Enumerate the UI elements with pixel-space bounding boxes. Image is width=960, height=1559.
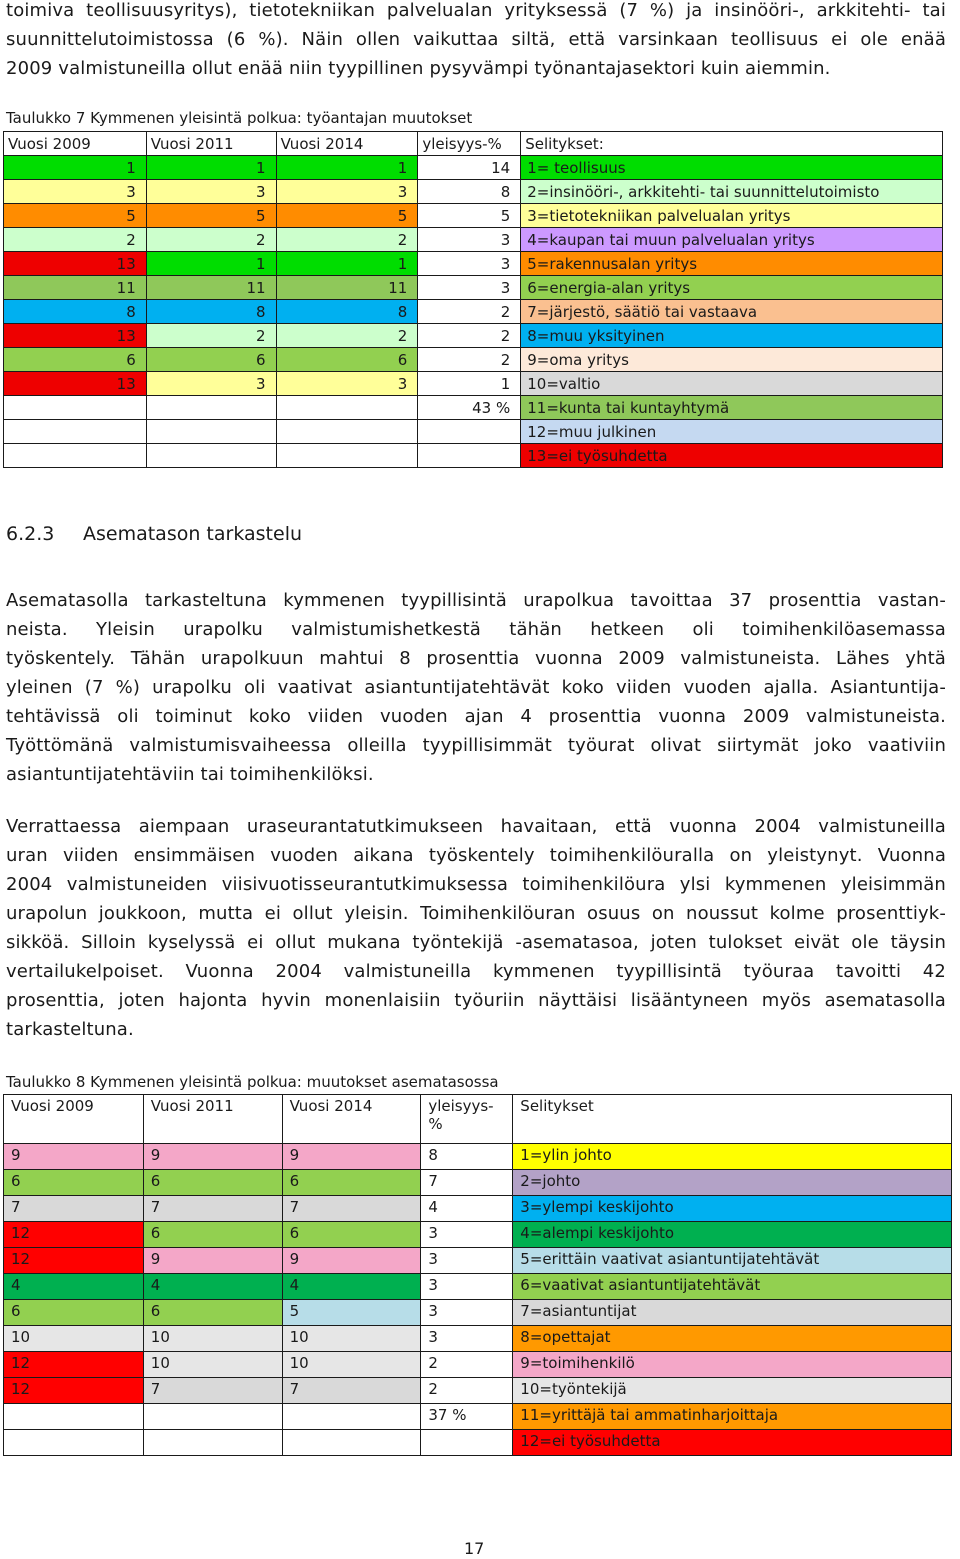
code-cell: 11 bbox=[4, 276, 147, 300]
table-row bbox=[4, 324, 943, 348]
code-cell: 12 bbox=[4, 1248, 144, 1274]
code-cell: 12 bbox=[4, 1378, 144, 1404]
section-title: Asematason tarkastelu bbox=[83, 523, 303, 545]
code-cell: 13 bbox=[4, 324, 147, 348]
code-cell: 5 bbox=[146, 204, 276, 228]
code-cell: 12 bbox=[4, 1222, 144, 1248]
legend-cell: 4=kaupan tai muun palvelualan yritys bbox=[521, 228, 943, 252]
code-cell: 6 bbox=[143, 1222, 282, 1248]
intro-line: toimiva teollisuusyritys), tietotekniikan palvelualan yrityksessä (7 %) ja insinööri-, arkkitehti- tai bbox=[6, 0, 946, 21]
code-cell: 7 bbox=[282, 1378, 421, 1404]
frequency-cell: 2 bbox=[418, 324, 521, 348]
code-cell: 9 bbox=[4, 1144, 144, 1170]
intro-paragraph bbox=[6, 0, 946, 83]
code-cell: 3 bbox=[276, 372, 418, 396]
code-cell: 5 bbox=[282, 1300, 421, 1326]
frequency-cell: 4 bbox=[421, 1196, 513, 1222]
code-cell bbox=[4, 396, 147, 420]
legend-cell: 11=yrittäjä tai ammatinharjoittaja bbox=[513, 1404, 952, 1430]
legend-cell: 11=kunta tai kuntayhtymä bbox=[521, 396, 943, 420]
code-cell bbox=[4, 444, 147, 468]
table-row bbox=[4, 1404, 952, 1430]
code-cell: 6 bbox=[146, 348, 276, 372]
code-cell: 1 bbox=[146, 252, 276, 276]
frequency-cell: 37 % bbox=[421, 1404, 513, 1430]
frequency-cell: 1 bbox=[418, 372, 521, 396]
table7-caption: Taulukko 7 Kymmenen yleisintä polkua: työantajan muutokset bbox=[6, 109, 473, 127]
body-line: sikköä. Silloin kyselyssä ei ollut mukana työntekijä -asematasoa, joten tulokset eivät ole täysin bbox=[6, 932, 946, 953]
code-cell: 1 bbox=[276, 252, 418, 276]
legend-cell: 3=tietotekniikan palvelualan yritys bbox=[521, 204, 943, 228]
legend-cell: 10=valtio bbox=[521, 372, 943, 396]
table-row bbox=[4, 1378, 952, 1404]
code-cell: 3 bbox=[4, 180, 147, 204]
code-cell: 3 bbox=[276, 180, 418, 204]
code-cell: 10 bbox=[143, 1326, 282, 1352]
body-line: asiantuntijatehtäviin tai toimihenkilöksi. bbox=[6, 764, 374, 785]
code-cell: 13 bbox=[4, 252, 147, 276]
code-cell: 4 bbox=[4, 1274, 144, 1300]
legend-cell: 5=rakennusalan yritys bbox=[521, 252, 943, 276]
code-cell: 6 bbox=[4, 1300, 144, 1326]
table-row bbox=[4, 1196, 952, 1222]
column-header: yleisyys- % bbox=[421, 1095, 513, 1144]
frequency-cell: 3 bbox=[418, 252, 521, 276]
code-cell: 9 bbox=[143, 1144, 282, 1170]
code-cell: 10 bbox=[4, 1326, 144, 1352]
code-cell bbox=[276, 444, 418, 468]
intro-line: 2009 valmistuneilla ollut enää niin tyypillinen pysyvämpi työnantajasektori kuin aiemmin. bbox=[6, 58, 831, 79]
code-cell: 2 bbox=[4, 228, 147, 252]
code-cell: 3 bbox=[146, 180, 276, 204]
body-line: tehtävissä oli toiminut koko viiden vuoden ajan 4 prosenttia vuonna 2009 valmistuneista. bbox=[6, 706, 946, 727]
page-number: 17 bbox=[464, 1539, 485, 1558]
code-cell: 2 bbox=[276, 228, 418, 252]
legend-cell: 12=ei työsuhdetta bbox=[513, 1430, 952, 1456]
table-row bbox=[4, 396, 943, 420]
table-row bbox=[4, 252, 943, 276]
frequency-cell: 43 % bbox=[418, 396, 521, 420]
code-cell: 6 bbox=[143, 1170, 282, 1196]
code-cell: 5 bbox=[276, 204, 418, 228]
frequency-cell: 8 bbox=[421, 1144, 513, 1170]
legend-cell: 10=työntekijä bbox=[513, 1378, 952, 1404]
code-cell bbox=[146, 444, 276, 468]
code-cell bbox=[276, 396, 418, 420]
code-cell bbox=[282, 1404, 421, 1430]
code-cell: 12 bbox=[4, 1352, 144, 1378]
frequency-cell: 14 bbox=[418, 156, 521, 180]
column-header: Vuosi 2014 bbox=[282, 1095, 421, 1144]
frequency-cell: 7 bbox=[421, 1170, 513, 1196]
code-cell: 11 bbox=[146, 276, 276, 300]
header-row bbox=[4, 1095, 952, 1144]
code-cell bbox=[4, 1404, 144, 1430]
column-header: Vuosi 2009 bbox=[4, 132, 147, 156]
legend-cell: 9=toimihenkilö bbox=[513, 1352, 952, 1378]
legend-cell: 12=muu julkinen bbox=[521, 420, 943, 444]
column-header: Vuosi 2014 bbox=[276, 132, 418, 156]
code-cell bbox=[143, 1430, 282, 1456]
table-row bbox=[4, 180, 943, 204]
column-header: Vuosi 2011 bbox=[146, 132, 276, 156]
table-row bbox=[4, 1300, 952, 1326]
code-cell: 8 bbox=[276, 300, 418, 324]
code-cell: 9 bbox=[282, 1144, 421, 1170]
body-line: prosenttia, joten hajonta hyvin monenlaisiin työuriin näyttäisi lisääntyneen myös asematasolla bbox=[6, 990, 946, 1011]
frequency-cell bbox=[418, 420, 521, 444]
table-row bbox=[4, 348, 943, 372]
frequency-cell: 2 bbox=[421, 1352, 513, 1378]
frequency-cell: 3 bbox=[418, 228, 521, 252]
table-row bbox=[4, 276, 943, 300]
code-cell: 7 bbox=[4, 1196, 144, 1222]
code-cell: 4 bbox=[282, 1274, 421, 1300]
code-cell bbox=[4, 1430, 144, 1456]
intro-line: suunnittelutoimistossa (6 %). Näin ollen vaikuttaa siltä, että varsinkaan teollisuus ei ole enää bbox=[6, 29, 946, 50]
code-cell: 8 bbox=[146, 300, 276, 324]
table-row bbox=[4, 156, 943, 180]
legend-cell: 3=ylempi keskijohto bbox=[513, 1196, 952, 1222]
code-cell: 7 bbox=[282, 1196, 421, 1222]
code-cell bbox=[146, 420, 276, 444]
header-row bbox=[4, 132, 943, 156]
code-cell: 6 bbox=[143, 1300, 282, 1326]
legend-cell: 9=oma yritys bbox=[521, 348, 943, 372]
code-cell bbox=[4, 420, 147, 444]
legend-cell: 6=vaativat asiantuntijatehtävät bbox=[513, 1274, 952, 1300]
code-cell: 7 bbox=[143, 1378, 282, 1404]
code-cell: 6 bbox=[276, 348, 418, 372]
code-cell bbox=[143, 1404, 282, 1430]
body-paragraph-1 bbox=[6, 586, 946, 789]
body-line: uran viiden ensimmäisen vuoden aikana työskentely toimihenkilöuralla on yleistynyt. Vuonna bbox=[6, 845, 946, 866]
code-cell bbox=[146, 396, 276, 420]
frequency-cell: 3 bbox=[421, 1326, 513, 1352]
table-row bbox=[4, 1352, 952, 1378]
body-line: työskentely. Tähän urapolkuun mahtui 8 prosenttia vuonna 2009 valmistuneista. Lähes yhtä bbox=[6, 648, 946, 669]
column-header: Vuosi 2011 bbox=[143, 1095, 282, 1144]
code-cell: 9 bbox=[143, 1248, 282, 1274]
frequency-cell bbox=[418, 444, 521, 468]
code-cell: 6 bbox=[4, 1170, 144, 1196]
frequency-cell: 5 bbox=[418, 204, 521, 228]
body-line: vertailukelpoiset. Vuonna 2004 valmistuneilla kymmenen tyypillisintä työuraa tavoitti 42 bbox=[6, 961, 946, 982]
frequency-cell: 8 bbox=[418, 180, 521, 204]
code-cell: 6 bbox=[4, 348, 147, 372]
code-cell: 5 bbox=[4, 204, 147, 228]
body-line: yleinen (7 %) urapolku oli vaativat asiantuntijatehtävät koko viiden vuoden ajalla. Asiantuntija- bbox=[6, 677, 946, 698]
table7 bbox=[3, 131, 943, 468]
code-cell: 1 bbox=[276, 156, 418, 180]
code-cell: 9 bbox=[282, 1248, 421, 1274]
frequency-cell: 3 bbox=[421, 1248, 513, 1274]
body-line: neista. Yleisin urapolku valmistumishetkestä tähän hetkeen oli toimihenkilöasemassa bbox=[6, 619, 946, 640]
code-cell: 2 bbox=[146, 228, 276, 252]
table-row bbox=[4, 1222, 952, 1248]
legend-cell: 8=muu yksityinen bbox=[521, 324, 943, 348]
code-cell bbox=[276, 420, 418, 444]
table-row bbox=[4, 444, 943, 468]
table-row bbox=[4, 300, 943, 324]
code-cell bbox=[282, 1430, 421, 1456]
table-row bbox=[4, 1430, 952, 1456]
legend-cell: 7=asiantuntijat bbox=[513, 1300, 952, 1326]
code-cell: 13 bbox=[4, 372, 147, 396]
frequency-cell: 3 bbox=[421, 1222, 513, 1248]
table-row bbox=[4, 1170, 952, 1196]
table-row bbox=[4, 420, 943, 444]
table-row bbox=[4, 204, 943, 228]
table-row bbox=[4, 1274, 952, 1300]
body-paragraph-2 bbox=[6, 812, 946, 1044]
code-cell: 10 bbox=[143, 1352, 282, 1378]
frequency-cell: 3 bbox=[421, 1274, 513, 1300]
frequency-cell: 2 bbox=[421, 1378, 513, 1404]
code-cell: 6 bbox=[282, 1222, 421, 1248]
code-cell: 4 bbox=[143, 1274, 282, 1300]
legend-cell: 7=järjestö, säätiö tai vastaava bbox=[521, 300, 943, 324]
code-cell: 1 bbox=[146, 156, 276, 180]
body-line: Asematasolla tarkasteltuna kymmenen tyypillisintä urapolkua tavoittaa 37 prosenttia vastan- bbox=[6, 590, 946, 611]
body-line: 2004 valmistuneiden viisivuotisseurantutkimuksessa toimihenkilöura ylsi kymmenen yleisimmän bbox=[6, 874, 946, 895]
frequency-cell bbox=[421, 1430, 513, 1456]
section-number: 6.2.3 bbox=[6, 523, 55, 545]
column-header: Selitykset bbox=[513, 1095, 952, 1144]
table8 bbox=[3, 1094, 952, 1456]
code-cell: 2 bbox=[146, 324, 276, 348]
legend-cell: 2=johto bbox=[513, 1170, 952, 1196]
column-header: Selitykset: bbox=[521, 132, 943, 156]
code-cell: 2 bbox=[276, 324, 418, 348]
legend-cell: 5=erittäin vaativat asiantuntijatehtävät bbox=[513, 1248, 952, 1274]
table8-caption: Taulukko 8 Kymmenen yleisintä polkua: muutokset asematasossa bbox=[6, 1073, 499, 1091]
table-row bbox=[4, 1248, 952, 1274]
code-cell: 3 bbox=[146, 372, 276, 396]
frequency-cell: 3 bbox=[418, 276, 521, 300]
table-row bbox=[4, 1326, 952, 1352]
code-cell: 11 bbox=[276, 276, 418, 300]
frequency-cell: 2 bbox=[418, 300, 521, 324]
table-row bbox=[4, 1144, 952, 1170]
body-line: Verrattaessa aiempaan uraseurantatutkimukseen havaitaan, että vuonna 2004 valmistuneilla bbox=[6, 816, 946, 837]
table-row bbox=[4, 372, 943, 396]
legend-cell: 6=energia-alan yritys bbox=[521, 276, 943, 300]
legend-cell: 1= teollisuus bbox=[521, 156, 943, 180]
legend-cell: 8=opettajat bbox=[513, 1326, 952, 1352]
section-heading bbox=[6, 522, 302, 546]
legend-cell: 1=ylin johto bbox=[513, 1144, 952, 1170]
frequency-cell: 3 bbox=[421, 1300, 513, 1326]
legend-cell: 2=insinööri-, arkkitehti- tai suunnittelutoimisto bbox=[521, 180, 943, 204]
legend-cell: 4=alempi keskijohto bbox=[513, 1222, 952, 1248]
code-cell: 10 bbox=[282, 1326, 421, 1352]
column-header: yleisyys-% bbox=[418, 132, 521, 156]
body-line: Työttömänä valmistumisvaiheessa olleilla tyypillisimmät työurat olivat siirtymät joko vaativiin bbox=[6, 735, 946, 756]
body-line: tarkasteltuna. bbox=[6, 1019, 134, 1040]
legend-cell: 13=ei työsuhdetta bbox=[521, 444, 943, 468]
code-cell: 7 bbox=[143, 1196, 282, 1222]
table-row bbox=[4, 228, 943, 252]
code-cell: 6 bbox=[282, 1170, 421, 1196]
code-cell: 8 bbox=[4, 300, 147, 324]
body-line: urapolun joukkoon, mutta ei ollut yleisin. Toimihenkilöuran osuus on noussut kolme prosenttiyk- bbox=[6, 903, 946, 924]
column-header: Vuosi 2009 bbox=[4, 1095, 144, 1144]
code-cell: 1 bbox=[4, 156, 147, 180]
frequency-cell: 2 bbox=[418, 348, 521, 372]
code-cell: 10 bbox=[282, 1352, 421, 1378]
